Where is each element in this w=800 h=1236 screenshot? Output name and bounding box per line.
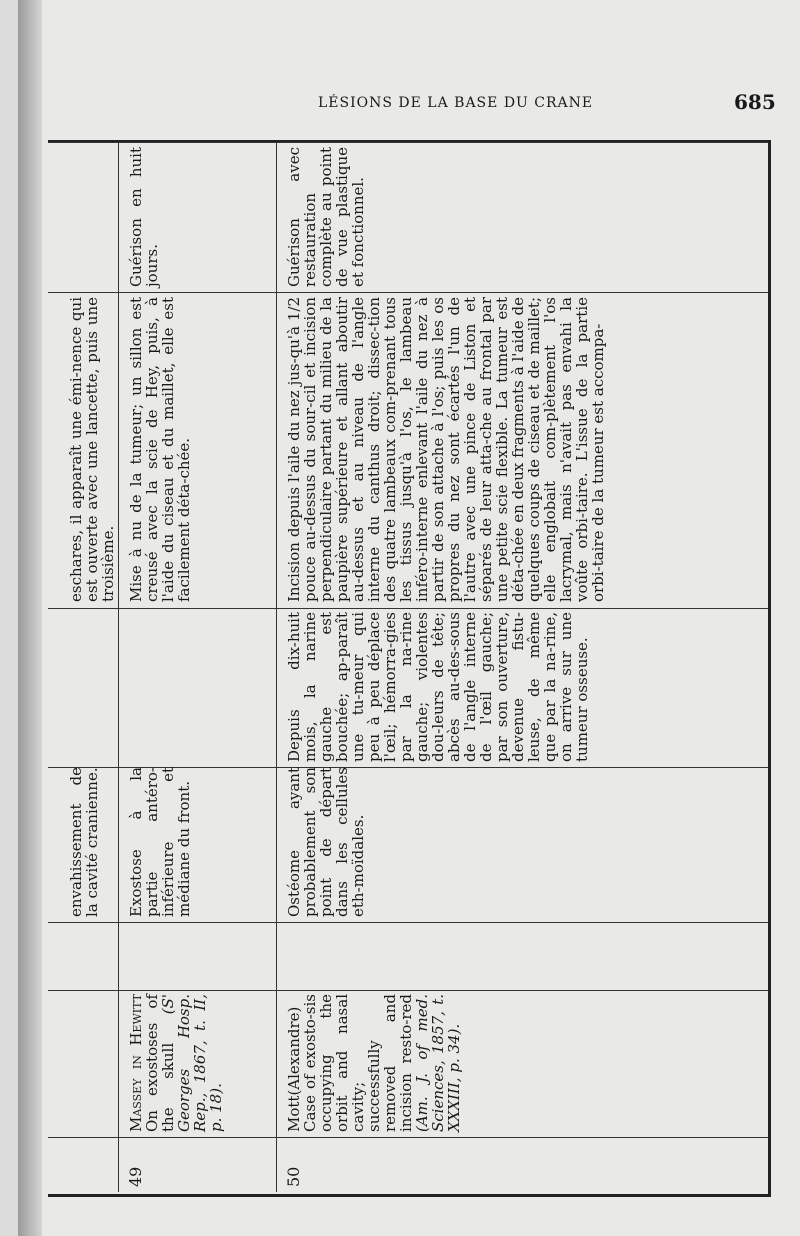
- page-number: 685: [734, 90, 776, 114]
- author-50: [286, 994, 462, 1132]
- running-title: LÉSIONS DE LA BASE DU CRANE: [318, 95, 594, 111]
- author-source-50: (Am. J. of med. Sciences, 1857, t. XXXIII, p. 34).: [413, 994, 463, 1132]
- book-page: [18, 0, 800, 1236]
- author-name-49: Massey in Hewitt: [127, 994, 145, 1132]
- case-number-49: 49: [126, 1166, 145, 1187]
- result-50: Guérison avec restauration complète au point de vue plastique et fonctionnel.: [285, 147, 367, 287]
- lesion-50: Ostéome ayant probablement son point de départ dans les cellules eth-moïdales.: [285, 767, 367, 917]
- column-rule-result: [48, 292, 768, 293]
- row-rule-continuation: [118, 142, 119, 1192]
- author-title-49: On exostoses of the skull: [143, 994, 177, 1132]
- lesion-49: Exostose à la partie antéro-inférieure et médiane du front.: [127, 767, 193, 917]
- result-49: Guérison en huit jours.: [127, 147, 161, 287]
- case-number-50: 50: [284, 1166, 303, 1187]
- column-rule-lesion: [48, 922, 768, 923]
- column-rule-number: [48, 1137, 768, 1138]
- treatment-50: Incision depuis l'aile du nez jus-qu'à 1/2 pouce au-dessus du sour-cil et incision perpendiculaire partant du milieu de la paupière supérieure et allant aboutir au-dessus et au niveau de l'angle interne du canthus droit; dissec-tion des quatre lambeaux com-prenant tous les tissus jusqu'à l'os, le lambeau inféro-interne enlevant l'aile du nez à partir de son attache à l'os; puis les os propres du nez sont écartés l'un de l'autre avec une pince de Liston et séparés de leur atta-che au frontal par une petite scie flexible. La tumeur est déta-chée en deux fragments à l'aide de quelques coups de ciseau et de maillet; elle englobait com-plètement l'os lacrymal, mais n'avait pas envahi la voûte orbi-taire. L'issue de la partie orbi-taire de la tumeur est accompa-: [285, 297, 607, 602]
- column-rule-treatment: [48, 608, 768, 609]
- symptoms-50: Depuis dix-huit mois, la narine gauche est bouchée; ap-paraît une tu-meur qui peu à peu déplace l'œil; hémorra-gies par la na-rine gauche; violentes dou-leurs de tête; abcès au-des-sous de l'angle interne de l'œil gauche; par son ouverture, devenue fistu-leuse, de même que par la na-rine, on arrive sur une tumeur osseuse.: [285, 612, 591, 762]
- column-rule-author: [48, 990, 768, 991]
- treatment-49: Mise à nu de la tumeur; un sillon est creusé avec la scie de Hey, puis, à l'aide du ciseau et du maillet, elle est facilement déta-chée.: [127, 297, 193, 602]
- author-name-50: Mott(Alexandre): [285, 1006, 303, 1132]
- row-rule-49: [276, 142, 277, 1192]
- case-table: [48, 140, 771, 1197]
- continuation-lesion: envahissement de la cavité cranienne.: [67, 767, 101, 917]
- author-title-50: Case of exosto-sis occupying the orbit and nasal cavity; successfully removed and incision resto-red: [301, 994, 415, 1132]
- author-49: [128, 994, 224, 1132]
- table-top-rule: [48, 142, 768, 143]
- continuation-treatment: eschares, il apparaît une émi-nence qui est ouverte avec une lancette, puis une troisième.: [67, 297, 117, 602]
- author-source-49: (S' Georges Hosp. Rep., 1867, t. II, p. 18).: [159, 994, 225, 1132]
- book-spine-shadow: [18, 0, 42, 1236]
